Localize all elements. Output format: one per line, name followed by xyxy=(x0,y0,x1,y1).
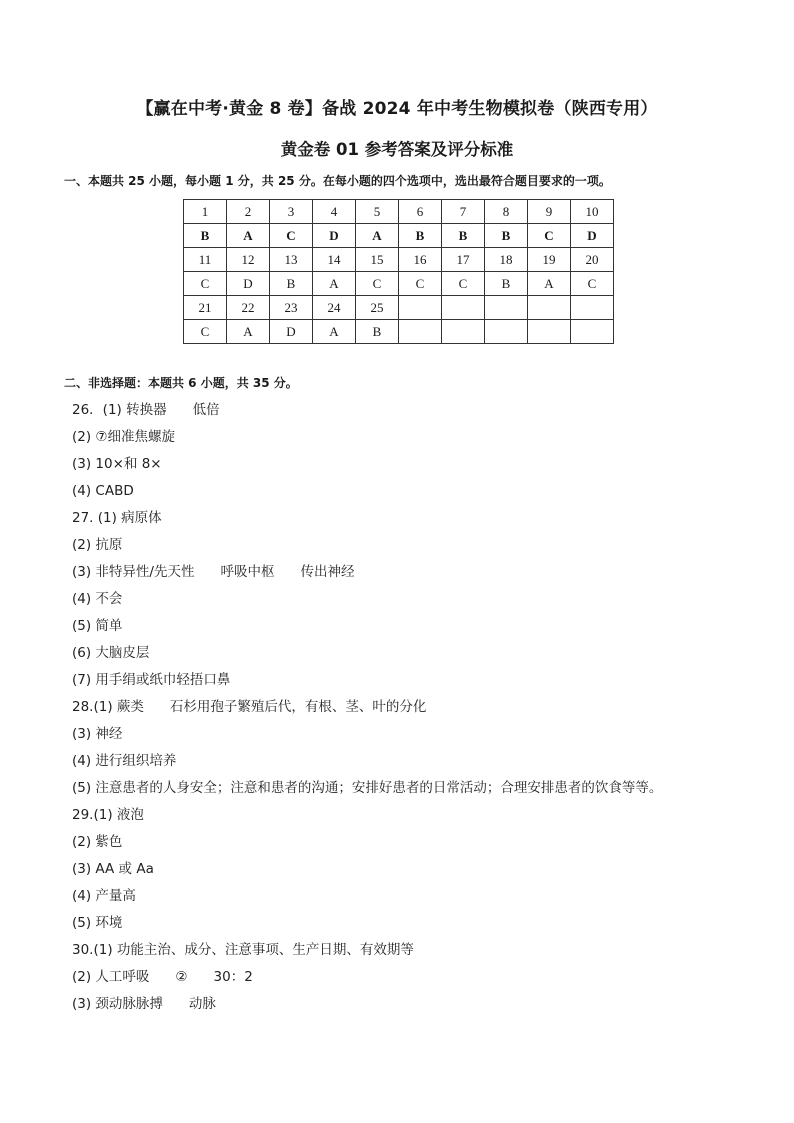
answer-table-cell xyxy=(442,296,485,320)
answer-table-cell xyxy=(442,320,485,344)
answer-table-cell: D xyxy=(571,224,614,248)
answer-table-cell: D xyxy=(270,320,313,344)
answer-table-cell: B xyxy=(356,320,399,344)
answer-table-cell: D xyxy=(313,224,356,248)
answer-table-cell xyxy=(485,320,528,344)
document-title: 【赢在中考·黄金 8 卷】备战 2024 年中考生物模拟卷（陕西专用） xyxy=(136,99,658,119)
answer-text: 29.(1) 液泡 xyxy=(72,807,144,823)
answer-line xyxy=(72,858,662,885)
answer-line xyxy=(72,750,662,777)
answer-line xyxy=(72,696,662,723)
answer-table-cell: 21 xyxy=(184,296,227,320)
answer-table-cell xyxy=(571,296,614,320)
answer-line xyxy=(72,885,662,912)
answer-text: (4) 进行组织培养 xyxy=(72,753,177,769)
answer-table-cell xyxy=(571,320,614,344)
answer-line xyxy=(72,831,662,858)
answer-table-cell: 17 xyxy=(442,248,485,272)
answer-table-cell: D xyxy=(227,272,270,296)
answer-line xyxy=(72,534,662,561)
answer-line xyxy=(72,642,662,669)
answer-line xyxy=(72,912,662,939)
answer-text: 传出神经 xyxy=(300,564,355,580)
answer-table-cell: 4 xyxy=(313,200,356,224)
answer-table-cell: 22 xyxy=(227,296,270,320)
answer-table-cell xyxy=(528,320,571,344)
answer-table xyxy=(183,199,614,344)
answer-table-cell xyxy=(399,296,442,320)
answer-table-cell: 5 xyxy=(356,200,399,224)
answer-table-cell: A xyxy=(313,320,356,344)
answer-text: (2) 紫色 xyxy=(72,834,123,850)
answer-text: (4) CABD xyxy=(72,483,134,499)
answer-text: (2) 抗原 xyxy=(72,537,123,553)
answer-table-cell: 24 xyxy=(313,296,356,320)
answer-table-cell: A xyxy=(227,320,270,344)
answer-table-cell: 25 xyxy=(356,296,399,320)
answer-text: (4) 产量高 xyxy=(72,888,136,904)
answer-table-cell xyxy=(399,320,442,344)
answer-line xyxy=(72,453,662,480)
answer-table-cell: C xyxy=(356,272,399,296)
answer-table-row xyxy=(184,248,614,272)
answer-table-cell: B xyxy=(399,224,442,248)
answer-table-cell: 10 xyxy=(571,200,614,224)
answer-table-cell: C xyxy=(184,272,227,296)
answer-table-cell: 8 xyxy=(485,200,528,224)
answer-table-cell: C xyxy=(442,272,485,296)
answer-table-cell: 1 xyxy=(184,200,227,224)
answer-text: (5) 环境 xyxy=(72,915,123,931)
answer-table-cell: B xyxy=(270,272,313,296)
answer-text: 26．(1) 转换器 xyxy=(72,402,167,418)
answer-line xyxy=(72,480,662,507)
answer-line xyxy=(72,993,662,1020)
answer-table-row xyxy=(184,200,614,224)
answer-table-cell: 6 xyxy=(399,200,442,224)
answer-table-cell: C xyxy=(399,272,442,296)
answer-line xyxy=(72,939,662,966)
answer-line xyxy=(72,777,662,804)
answer-line xyxy=(72,804,662,831)
answer-text: (3) 非特异性/先天性 xyxy=(72,564,195,580)
answer-text: 呼吸中枢 xyxy=(220,564,275,580)
answer-table-cell: C xyxy=(528,224,571,248)
answer-text: ② xyxy=(175,969,188,985)
answer-text: 28.(1) 蕨类 xyxy=(72,699,144,715)
section-2-heading: 二、非选择题：本题共 6 小题，共 35 分。 xyxy=(64,376,298,390)
answer-table-cell: 3 xyxy=(270,200,313,224)
answer-text: (5) 简单 xyxy=(72,618,123,634)
answer-text: (2) 人工呼吸 xyxy=(72,969,150,985)
answer-table-cell: A xyxy=(528,272,571,296)
answer-table-cell: 2 xyxy=(227,200,270,224)
answer-line xyxy=(72,507,662,534)
answer-table-cell: 9 xyxy=(528,200,571,224)
answer-table-cell xyxy=(485,296,528,320)
answer-text: 27. (1) 病原体 xyxy=(72,510,162,526)
answer-line xyxy=(72,426,662,453)
answer-line xyxy=(72,399,662,426)
answer-table-cell: 19 xyxy=(528,248,571,272)
answer-text: 30.(1) 功能主治、成分、注意事项、生产日期、有效期等 xyxy=(72,942,414,958)
answer-text: (2) ⑦细准焦螺旋 xyxy=(72,429,176,445)
answer-text: (3) 10×和 8× xyxy=(72,456,162,472)
answer-line xyxy=(72,669,662,696)
answer-table-cell: C xyxy=(270,224,313,248)
answer-table-cell: C xyxy=(571,272,614,296)
answer-table-cell: 12 xyxy=(227,248,270,272)
answer-table-cell: B xyxy=(184,224,227,248)
answer-lines xyxy=(72,399,662,1020)
answer-text: (3) 颈动脉脉搏 xyxy=(72,996,163,1012)
answer-text: (6) 大脑皮层 xyxy=(72,645,150,661)
answer-line xyxy=(72,615,662,642)
answer-table-cell: 15 xyxy=(356,248,399,272)
answer-table-cell: A xyxy=(227,224,270,248)
answer-text: (3) AA 或 Aa xyxy=(72,861,154,877)
answer-table-cell: A xyxy=(356,224,399,248)
answer-table-cell xyxy=(528,296,571,320)
answer-table-cell: A xyxy=(313,272,356,296)
answer-table-cell: 7 xyxy=(442,200,485,224)
answer-table-cell: 23 xyxy=(270,296,313,320)
answer-text: (7) 用手绢或纸巾轻捂口鼻 xyxy=(72,672,231,688)
answer-table-row xyxy=(184,224,614,248)
answer-line xyxy=(72,966,662,993)
answer-table-row xyxy=(184,320,614,344)
answer-table-cell: 11 xyxy=(184,248,227,272)
answer-table-row xyxy=(184,296,614,320)
answer-line xyxy=(72,588,662,615)
answer-text: (3) 神经 xyxy=(72,726,123,742)
document-subtitle: 黄金卷 01 参考答案及评分标准 xyxy=(280,140,514,159)
answer-table-cell: 14 xyxy=(313,248,356,272)
answer-table-cell: 16 xyxy=(399,248,442,272)
answer-table-cell: 20 xyxy=(571,248,614,272)
answer-text: 动脉 xyxy=(188,996,216,1012)
answer-text: 石杉用孢子繁殖后代，有根、茎、叶的分化 xyxy=(169,699,427,715)
answer-line xyxy=(72,561,662,588)
answer-table-row xyxy=(184,272,614,296)
answer-table-cell: B xyxy=(485,224,528,248)
answer-text: 低倍 xyxy=(192,402,220,418)
answer-table-cell: B xyxy=(442,224,485,248)
answer-table-cell: C xyxy=(184,320,227,344)
answer-table-cell: 13 xyxy=(270,248,313,272)
answer-text: (5) 注意患者的人身安全；注意和患者的沟通；安排好患者的日常活动；合理安排患者的饮食等等。 xyxy=(72,780,663,796)
answer-line xyxy=(72,723,662,750)
answer-table-cell: B xyxy=(485,272,528,296)
answer-text: 30：2 xyxy=(213,969,253,985)
answer-text: (4) 不会 xyxy=(72,591,123,607)
section-1-heading: 一、本题共 25 小题，每小题 1 分，共 25 分。在每小题的四个选项中，选出最符合题目要求的一项。 xyxy=(64,174,611,188)
answer-table-cell: 18 xyxy=(485,248,528,272)
